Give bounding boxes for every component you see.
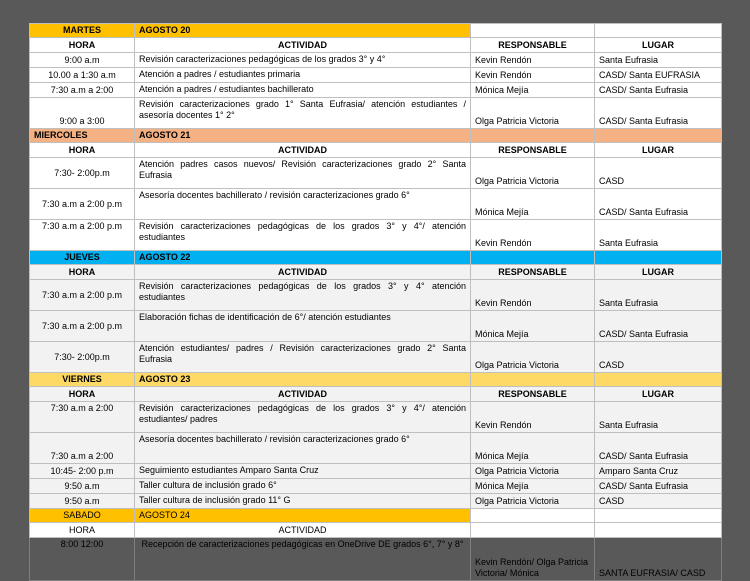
actividad-cell: Elaboración fichas de identificación de 6°/ atención estudiantes [135, 311, 471, 342]
schedule-sheet [29, 23, 721, 581]
header-hora: HORA [30, 265, 135, 280]
day-date: AGOSTO 22 [135, 251, 471, 265]
day-header-jueves [30, 251, 722, 265]
responsable-cell: Mónica Mejía [471, 433, 595, 464]
lugar-cell: CASD/ Santa Eufrasia [595, 311, 722, 342]
header-actividad: ACTIVIDAD [135, 265, 471, 280]
responsable-cell: Mónica Mejía [471, 311, 595, 342]
header-actividad: ACTIVIDAD [135, 38, 471, 53]
lugar-cell: CASD/ Santa Eufrasia [595, 83, 722, 98]
actividad-cell: Revisión caracterizaciones pedagógicas de los grados 3° y 4°/ atención estudiantes [135, 220, 471, 251]
column-header-row [30, 265, 722, 280]
schedule-table [29, 23, 722, 581]
responsable-cell: Olga Patricia Victoria [471, 158, 595, 189]
table-row [30, 479, 722, 494]
header-responsable: RESPONSABLE [471, 265, 595, 280]
day-name: SABADO [30, 509, 135, 523]
day-name: VIERNES [30, 373, 135, 387]
responsable-cell: Olga Patricia Victoria [471, 494, 595, 509]
actividad-cell: Revisión caracterizaciones grado 1° Santa Eufrasia/ atención estudiantes / asesoría docentes 1° 2° [135, 98, 471, 129]
hora-cell: 7:30 a.m a 2:00 p.m [30, 220, 135, 251]
table-row [30, 83, 722, 98]
lugar-cell: Amparo Santa Cruz [595, 464, 722, 479]
table-row [30, 494, 722, 509]
header-lugar: LUGAR [595, 265, 722, 280]
responsable-cell: Kevin Rendón/ Olga Patricia Victoria/ Mónica [471, 538, 595, 581]
actividad-cell: Taller cultura de inclusión grado 11° G [135, 494, 471, 509]
table-row [30, 220, 722, 251]
header-responsable: RESPONSABLE [471, 38, 595, 53]
day-date: AGOSTO 23 [135, 373, 471, 387]
table-row [30, 311, 722, 342]
responsable-cell: Kevin Rendón [471, 53, 595, 68]
actividad-cell: Atención padres casos nuevos/ Revisión caracterizaciones grado 2° Santa Eufrasia [135, 158, 471, 189]
day-header-sabado [30, 509, 722, 523]
hora-cell: 7:30 a.m a 2:00 [30, 83, 135, 98]
hora-cell: 9:50 a.m [30, 494, 135, 509]
lugar-cell: CASD/ Santa EUFRASIA [595, 68, 722, 83]
hora-cell: 7:30 a.m a 2:00 p.m [30, 280, 135, 311]
responsable-cell: Kevin Rendón [471, 402, 595, 433]
lugar-cell: CASD/ Santa Eufrasia [595, 189, 722, 220]
hora-cell: 8:00 12:00 [30, 538, 135, 581]
table-row [30, 98, 722, 129]
responsable-cell: Mónica Mejía [471, 189, 595, 220]
header-responsable: RESPONSABLE [471, 387, 595, 402]
day-date: AGOSTO 24 [135, 509, 471, 523]
header-lugar: LUGAR [595, 143, 722, 158]
header-actividad: ACTIVIDAD [135, 143, 471, 158]
actividad-cell: Atención a padres / estudiantes primaria [135, 68, 471, 83]
header-lugar: LUGAR [595, 38, 722, 53]
lugar-cell: CASD [595, 342, 722, 373]
column-header-row [30, 143, 722, 158]
responsable-cell: Kevin Rendón [471, 280, 595, 311]
actividad-cell: Revisión caracterizaciones pedagógicas de los grados 3° y 4°/ atención estudiantes/ padres [135, 402, 471, 433]
day-header-martes [30, 24, 722, 38]
actividad-cell: Revisión caracterizaciones pedagógicas de los grados 3° y 4° [135, 53, 471, 68]
lugar-cell: Santa Eufrasia [595, 53, 722, 68]
lugar-cell: Santa Eufrasia [595, 402, 722, 433]
actividad-cell: Recepción de caracterizaciones pedagógicas en OneDrive DE grados 6°, 7° y 8° [135, 538, 471, 581]
header-hora: HORA [30, 38, 135, 53]
column-header-row [30, 387, 722, 402]
header-actividad: ACTIVIDAD [135, 387, 471, 402]
hora-cell: 9:00 a 3:00 [30, 98, 135, 129]
lugar-cell: CASD/ Santa Eufrasia [595, 433, 722, 464]
hora-cell: 10:45- 2:00 p.m [30, 464, 135, 479]
header-responsable: RESPONSABLE [471, 143, 595, 158]
header-lugar: LUGAR [595, 387, 722, 402]
table-row [30, 538, 722, 581]
table-row [30, 280, 722, 311]
lugar-cell: Santa Eufrasia [595, 280, 722, 311]
responsable-cell: Olga Patricia Victoria [471, 342, 595, 373]
responsable-cell: Mónica Mejía [471, 479, 595, 494]
header-hora: HORA [30, 143, 135, 158]
hora-cell: 7:30 a.m a 2:00 p.m [30, 189, 135, 220]
table-row [30, 464, 722, 479]
lugar-cell: CASD/ Santa Eufrasia [595, 479, 722, 494]
hora-cell: 7:30 a.m a 2:00 [30, 402, 135, 433]
lugar-cell: SANTA EUFRASIA/ CASD [595, 538, 722, 581]
responsable-cell: Olga Patricia Victoria [471, 464, 595, 479]
actividad-cell: Atención estudiantes/ padres / Revisión caracterizaciones grado 2° Santa Eufrasia [135, 342, 471, 373]
table-row [30, 342, 722, 373]
actividad-cell: Atención a padres / estudiantes bachillerato [135, 83, 471, 98]
table-row [30, 53, 722, 68]
responsable-cell: Mónica Mejía [471, 83, 595, 98]
lugar-cell: CASD [595, 158, 722, 189]
table-row [30, 68, 722, 83]
table-row [30, 189, 722, 220]
day-header-viernes [30, 373, 722, 387]
responsable-cell: Olga Patricia Victoria [471, 98, 595, 129]
column-header-row [30, 523, 722, 538]
day-name: MIERCOLES [30, 129, 135, 143]
responsable-cell: Kevin Rendón [471, 68, 595, 83]
hora-cell: 9:00 a.m [30, 53, 135, 68]
day-date: AGOSTO 20 [135, 24, 471, 38]
hora-cell: 7:30 a.m a 2:00 [30, 433, 135, 464]
actividad-cell: Taller cultura de inclusión grado 6° [135, 479, 471, 494]
hora-cell: 9:50 a.m [30, 479, 135, 494]
lugar-cell: CASD/ Santa Eufrasia [595, 98, 722, 129]
header-hora: HORA [30, 387, 135, 402]
actividad-cell: Asesoría docentes bachillerato / revisión caracterizaciones grado 6° [135, 189, 471, 220]
day-header-miercoles [30, 129, 722, 143]
actividad-cell: Asesoría docentes bachillerato / revisión caracterizaciones grado 6° [135, 433, 471, 464]
hora-cell: 7:30- 2:00p.m [30, 342, 135, 373]
table-row [30, 433, 722, 464]
day-name: JUEVES [30, 251, 135, 265]
actividad-cell: Seguimiento estudiantes Amparo Santa Cruz [135, 464, 471, 479]
header-actividad: ACTIVIDAD [135, 523, 471, 538]
table-row [30, 402, 722, 433]
header-hora: HORA [30, 523, 135, 538]
column-header-row [30, 38, 722, 53]
table-row [30, 158, 722, 189]
responsable-cell: Kevin Rendón [471, 220, 595, 251]
day-name: MARTES [30, 24, 135, 38]
hora-cell: 7:30- 2:00p.m [30, 158, 135, 189]
day-date: AGOSTO 21 [135, 129, 471, 143]
hora-cell: 7:30 a.m a 2:00 p.m [30, 311, 135, 342]
actividad-cell: Revisión caracterizaciones pedagógicas de los grados 3° y 4° atención estudiantes [135, 280, 471, 311]
lugar-cell: Santa Eufrasia [595, 220, 722, 251]
lugar-cell: CASD [595, 494, 722, 509]
hora-cell: 10.00 a 1:30 a.m [30, 68, 135, 83]
